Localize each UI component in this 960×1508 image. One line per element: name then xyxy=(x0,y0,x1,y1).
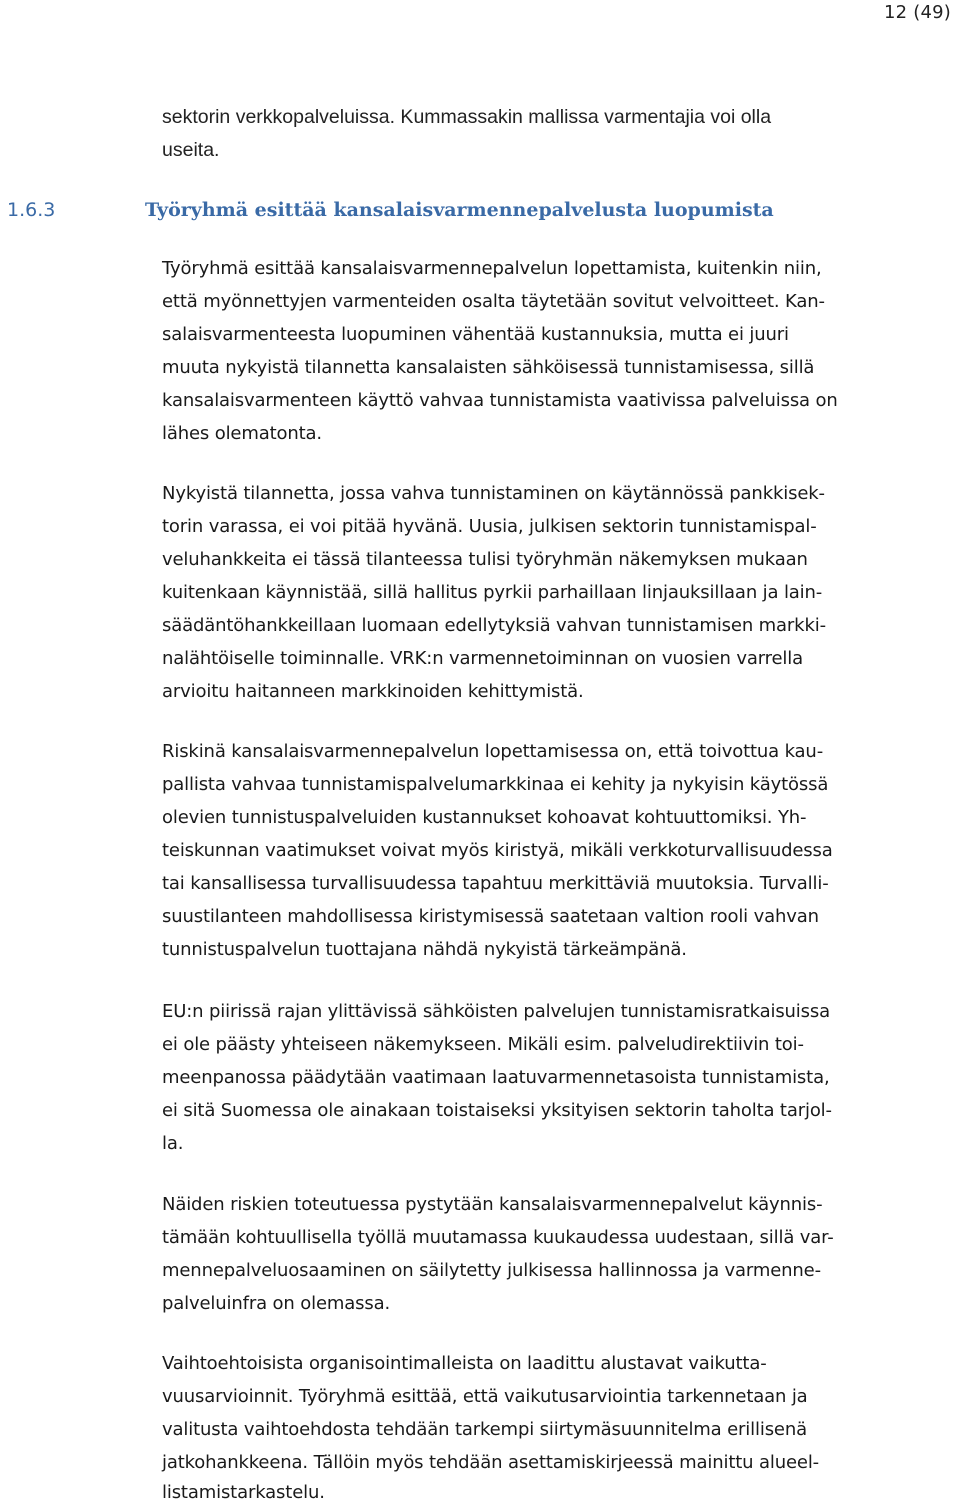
paragraph-1-line: muuta nykyistä tilannetta kansalaisten sähköisessä tunnistamisessa, sillä xyxy=(162,357,815,378)
section-number: 1.6.3 xyxy=(7,199,56,221)
intro-line: sektorin verkkopalveluissa. Kummassakin mallissa varmentajia voi olla xyxy=(162,106,772,128)
paragraph-1-line: että myönnettyjen varmenteiden osalta täytetään sovitut velvoitteet. Kan- xyxy=(162,291,825,312)
intro-line: useita. xyxy=(162,139,220,161)
paragraph-4-line: la. xyxy=(162,1133,184,1154)
paragraph-2-line: veluhankkeita ei tässä tilanteessa tulisi työryhmän näkemyksen mukaan xyxy=(162,549,808,570)
paragraph-6-line: valitusta vaihtoehdosta tehdään tarkempi siirtymäsuunnitelma erillisenä xyxy=(162,1419,807,1440)
paragraph-4-line: ei sitä Suomessa ole ainakaan toistaiseksi yksityisen sektorin taholta tarjol- xyxy=(162,1100,832,1121)
paragraph-1-line: Työryhmä esittää kansalaisvarmennepalvelun lopettamista, kuitenkin niin, xyxy=(162,258,822,279)
paragraph-5-line: Näiden riskien toteutuessa pystytään kansalaisvarmennepalvelut käynnis- xyxy=(162,1194,823,1215)
paragraph-3-line: teiskunnan vaatimukset voivat myös kiristyä, mikäli verkkoturvallisuudessa xyxy=(162,840,833,861)
paragraph-6-line: jatkohankkeena. Tällöin myös tehdään asettamiskirjeessä mainittu alueel- xyxy=(162,1452,820,1473)
paragraph-4-line: ei ole päästy yhteiseen näkemykseen. Mikäli esim. palveludirektiivin toi- xyxy=(162,1034,804,1055)
paragraph-6-line: Vaihtoehtoisista organisointimalleista on laadittu alustavat vaikutta- xyxy=(162,1353,767,1374)
paragraph-5-line: tämään kohtuullisella työllä muutamassa kuukaudessa uudestaan, sillä var- xyxy=(162,1227,834,1248)
paragraph-2-line: arvioitu haitanneen markkinoiden kehittymistä. xyxy=(162,681,584,702)
paragraph-6-line: vuusarvioinnit. Työryhmä esittää, että vaikutusarviointia tarkennetaan ja xyxy=(162,1386,808,1407)
paragraph-5-line: palveluinfra on olemassa. xyxy=(162,1293,391,1314)
paragraph-2-line: säädäntöhankkeillaan luomaan edellytyksiä vahvan tunnistamisen markki- xyxy=(162,615,826,636)
paragraph-3-line: tai kansallisessa turvallisuudessa tapahtuu merkittäviä muutoksia. Turvalli- xyxy=(162,873,829,894)
paragraph-1-line: kansalaisvarmenteen käyttö vahvaa tunnistamista vaativissa palveluissa on xyxy=(162,390,838,411)
page-number: 12 (49) xyxy=(884,2,951,23)
paragraph-2-line: nalähtöiselle toiminnalle. VRK:n varmennetoiminnan on vuosien varrella xyxy=(162,648,804,669)
paragraph-3-line: Riskinä kansalaisvarmennepalvelun lopettamisessa on, että toivottua kau- xyxy=(162,741,824,762)
paragraph-4-line: EU:n piirissä rajan ylittävissä sähköisten palvelujen tunnistamisratkaisuissa xyxy=(162,1001,830,1022)
paragraph-2-line: kuitenkaan käynnistää, sillä hallitus pyrkii parhaillaan linjauksillaan ja lain- xyxy=(162,582,823,603)
paragraph-2-line: torin varassa, ei voi pitää hyvänä. Uusia, julkisen sektorin tunnistamispal- xyxy=(162,516,817,537)
paragraph-5-line: mennepalveluosaaminen on säilytetty julkisessa hallinnossa ja varmenne- xyxy=(162,1260,821,1281)
paragraph-4-line: meenpanossa päädytään vaatimaan laatuvarmennetasoista tunnistamista, xyxy=(162,1067,830,1088)
paragraph-3-line: suustilanteen mahdollisessa kiristymisessä saatetaan valtion rooli vahvan xyxy=(162,906,819,927)
paragraph-1-line: lähes olematonta. xyxy=(162,423,323,444)
paragraph-2-line: Nykyistä tilannetta, jossa vahva tunnistaminen on käytännössä pankkisek- xyxy=(162,483,825,504)
section-title: Työryhmä esittää kansalaisvarmennepalvelusta luopumista xyxy=(145,199,774,221)
paragraph-3-line: tunnistuspalvelun tuottajana nähdä nykyistä tärkeämpänä. xyxy=(162,939,687,960)
paragraph-3-line: pallista vahvaa tunnistamispalvelumarkkinaa ei kehity ja nykyisin käytössä xyxy=(162,774,829,795)
paragraph-1-line: salaisvarmenteesta luopuminen vähentää kustannuksia, mutta ei juuri xyxy=(162,324,789,345)
paragraph-3-line: olevien tunnistuspalveluiden kustannukset kohoavat kohtuuttomiksi. Yh- xyxy=(162,807,807,828)
paragraph-6-line: listamistarkastelu. xyxy=(162,1482,325,1503)
